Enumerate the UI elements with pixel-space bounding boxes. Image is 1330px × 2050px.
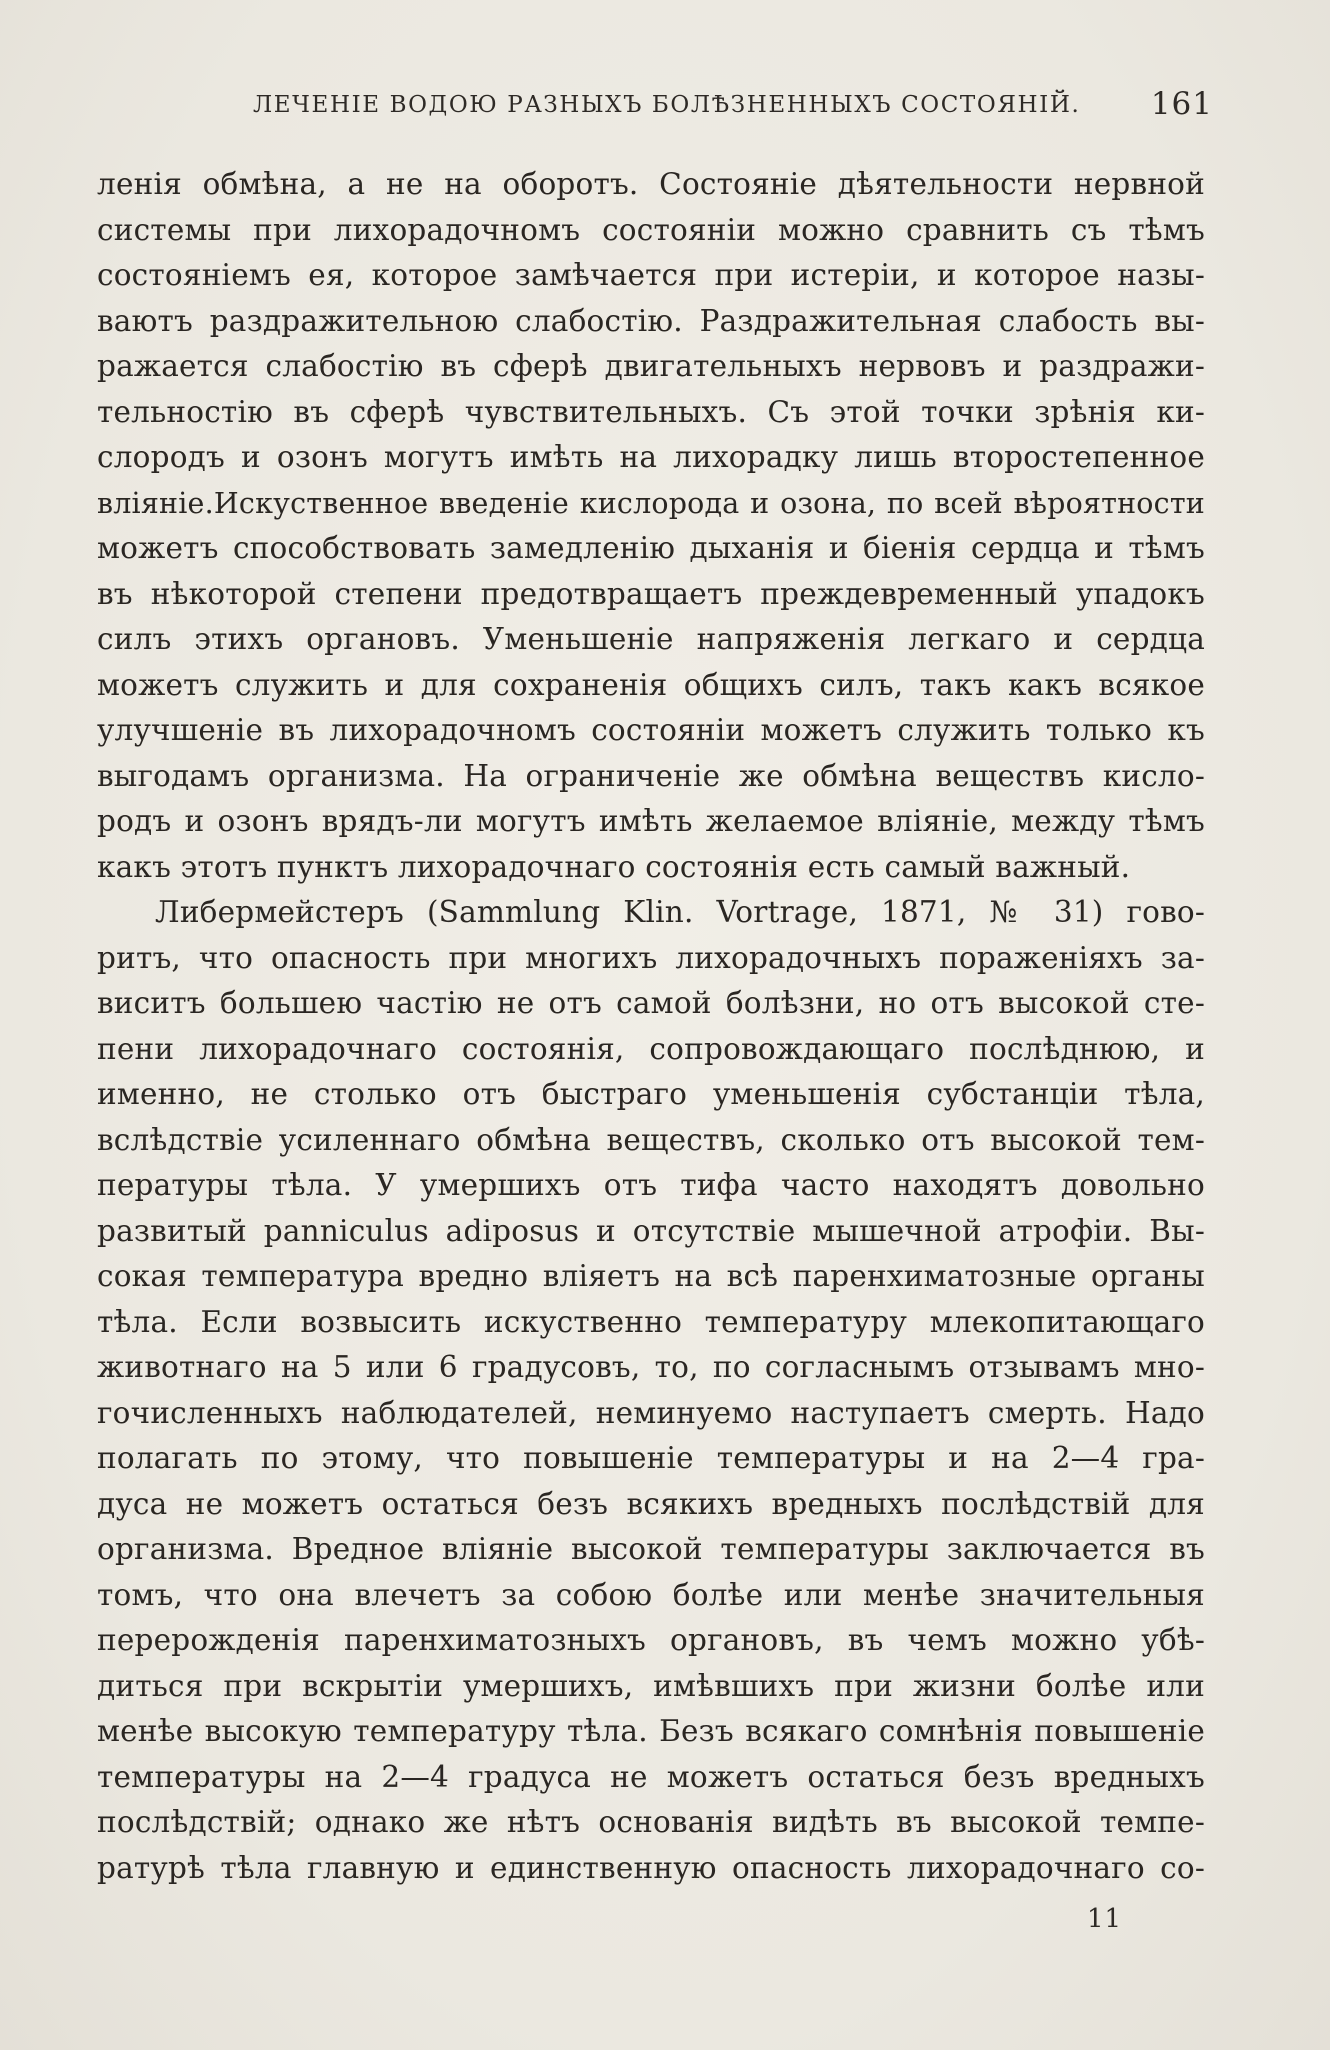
text-line: организма. Вредное вліяніе высокой температуры заключается въ (97, 1532, 1205, 1566)
text-line: пературы тѣла. У умершихъ отъ тифа часто находятъ довольно (97, 1168, 1205, 1202)
text-line: полагать по этому, что повышеніе температуры и на 2—4 гра- (97, 1441, 1205, 1475)
text-line: ленія обмѣна, а не на оборотъ. Состояніе дѣятельности нервной (97, 167, 1205, 201)
running-head: ЛЕЧЕНІЕ ВОДОЮ РАЗНЫХЪ БОЛѢЗНЕННЫХЪ СОСТОЯНІЙ. (253, 92, 1081, 118)
text-line: послѣдствій; однако же нѣтъ основанія видѣть въ высокой темпе- (97, 1805, 1205, 1839)
text-line: развитый panniculus adiposus и отсутствіе мышечной атрофіи. Вы- (97, 1213, 1205, 1248)
text-line: тѣла. Если возвысить искуственно температуру млекопитающаго (97, 1304, 1205, 1339)
text-line: животнаго на 5 или 6 градусовъ, то, по согласнымъ отзывамъ мно- (97, 1350, 1205, 1384)
text-line: слородъ и озонъ могутъ имѣть на лихорадку лишь второстепенное (97, 440, 1205, 474)
body-text (97, 162, 1205, 1891)
text-line: диться при вскрытіи умершихъ, имѣвшихъ при жизни болѣе или (97, 1668, 1205, 1703)
text-line: можетъ служить и для сохраненія общихъ силъ, такъ какъ всякое (97, 667, 1205, 702)
text-line: пени лихорадочнаго состоянія, сопровождающаго послѣднюю, и (97, 1031, 1205, 1066)
text-line: вліяніе.Искуственное введеніе кислорода и озона, по всей вѣроятности (97, 486, 1205, 520)
text-line: можетъ способствовать замедленію дыханія и біенія сердца и тѣмъ (97, 531, 1205, 565)
text-line: въ нѣкоторой степени предотвращаетъ преждевременный упадокъ (97, 576, 1205, 611)
text-line: ратурѣ тѣла главную и единственную опасность лихорадочнаго со- (97, 1850, 1205, 1885)
text-line: дуса не можетъ остаться безъ всякихъ вредныхъ послѣдствій для (97, 1486, 1205, 1521)
text-line: томъ, что она влечетъ за собою болѣе или менѣе значительныя (97, 1577, 1205, 1612)
text-line: системы при лихорадочномъ состояніи можно сравнить съ тѣмъ (97, 212, 1205, 247)
text-line: ритъ, что опасность при многихъ лихорадочныхъ пораженіяхъ за- (97, 940, 1205, 975)
text-line: менѣе высокую температуру тѣла. Безъ всякаго сомнѣнія повышеніе (97, 1714, 1205, 1748)
signature-mark: 11 (1087, 1904, 1123, 1934)
paragraph-2 (97, 890, 1205, 1891)
text-line: гочисленныхъ наблюдателей, неминуемо наступаетъ смерть. Надо (97, 1395, 1205, 1430)
paragraph-1 (97, 162, 1205, 890)
page-number: 161 (1150, 86, 1213, 122)
text-line: вслѣдствіе усиленнаго обмѣна веществъ, сколько отъ высокой тем- (97, 1122, 1205, 1157)
text-line: сокая температура вредно вліяетъ на всѣ паренхиматозные органы (97, 1259, 1205, 1293)
text-line: состояніемъ ея, которое замѣчается при истеріи, и которое назы- (97, 258, 1205, 292)
text-line: ражается слабостію въ сферѣ двигательныхъ нервовъ и раздражи- (97, 349, 1205, 383)
text-line: температуры на 2—4 градуса не можетъ остаться безъ вредныхъ (97, 1759, 1205, 1794)
text-line: именно, не столько отъ быстраго уменьшенія субстанціи тѣла, (97, 1077, 1205, 1111)
text-line: перерожденія паренхиматозныхъ органовъ, въ чемъ можно убѣ- (97, 1623, 1205, 1657)
text-line: виситъ большею частію не отъ самой болѣзни, но отъ высокой сте- (97, 986, 1205, 1020)
text-line: улучшеніе въ лихорадочномъ состояніи можетъ служить только къ (97, 713, 1205, 747)
text-line: ваютъ раздражительною слабостію. Раздражительная слабость вы- (97, 303, 1205, 338)
page-header (253, 86, 1213, 130)
text-line: силъ этихъ органовъ. Уменьшеніе напряженія легкаго и сердца (97, 622, 1205, 656)
text-line: родъ и озонъ врядъ-ли могутъ имѣть желаемое вліяніе, между тѣмъ (97, 804, 1205, 838)
text-line: Либермейстеръ (Sammlung Klin. Vortrage, 1871, № 31) гово- (155, 895, 1205, 929)
text-line: тельностію въ сферѣ чувствительныхъ. Съ этой точки зрѣнія ки- (97, 394, 1205, 429)
text-line: какъ этотъ пунктъ лихорадочнаго состоянія есть самый важный. (97, 849, 1131, 884)
text-line: выгодамъ организма. На ограниченіе же обмѣна веществъ кисло- (97, 758, 1205, 793)
